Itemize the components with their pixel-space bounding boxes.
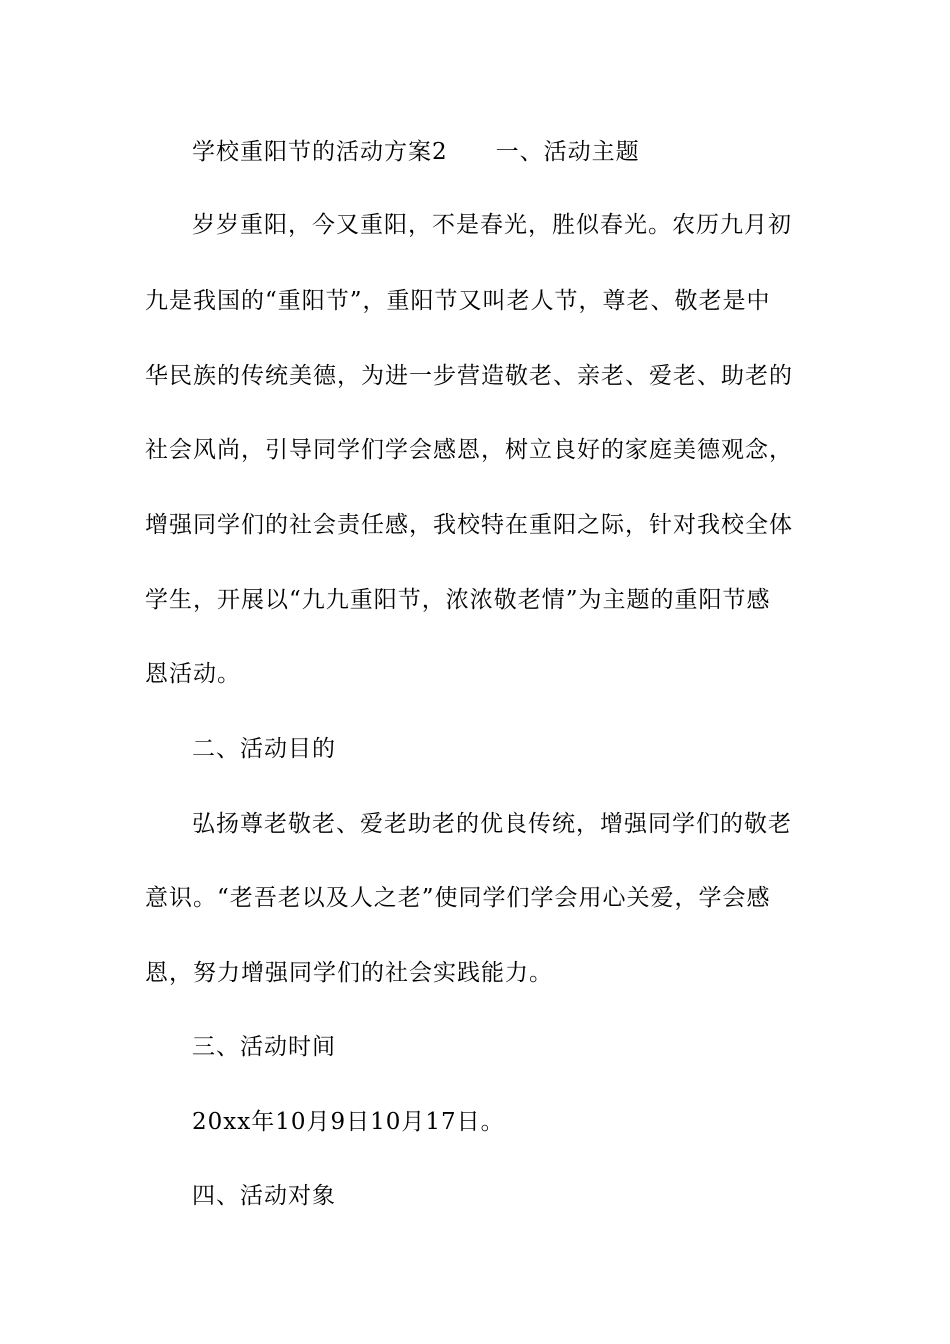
paragraph-line: 九是我国的“重阳节”，重阳节又叫老人节，尊老、敬老是中 — [145, 288, 771, 314]
paragraph-line: 弘扬尊老敬老、爱老助老的优良传统，增强同学们的敬老 — [192, 811, 792, 837]
paragraph-line: 增强同学们的社会责任感，我校特在重阳之际，针对我校全体 — [145, 512, 793, 538]
title-line — [192, 135, 872, 169]
document-title: 学校重阳节的活动方案2 — [192, 139, 448, 165]
section3-text: 20xx年10月9日10月17日。 — [192, 1109, 505, 1135]
paragraph-line: 岁岁重阳，今又重阳，不是春光，胜似春光。农历九月初 — [192, 212, 792, 238]
section4-heading: 四、活动对象 — [192, 1183, 336, 1209]
paragraph-line: 意识。“老吾老以及人之老”使同学们学会用心关爱，学会感 — [145, 885, 771, 911]
section3-heading: 三、活动时间 — [192, 1034, 336, 1060]
section2-heading: 二、活动目的 — [192, 736, 336, 762]
paragraph-line: 恩，努力增强同学们的社会实践能力。 — [145, 960, 553, 986]
paragraph-line: 华民族的传统美德，为进一步营造敬老、亲老、爱老、助老的 — [145, 363, 793, 389]
paragraph-line: 学生，开展以“九九重阳节，浓浓敬老情”为主题的重阳节感 — [145, 587, 771, 613]
paragraph-line: 恩活动。 — [145, 661, 241, 687]
section1-heading: 一、活动主题 — [495, 139, 640, 165]
paragraph-line: 社会风尚，引导同学们学会感恩，树立良好的家庭美德观念， — [145, 437, 793, 463]
